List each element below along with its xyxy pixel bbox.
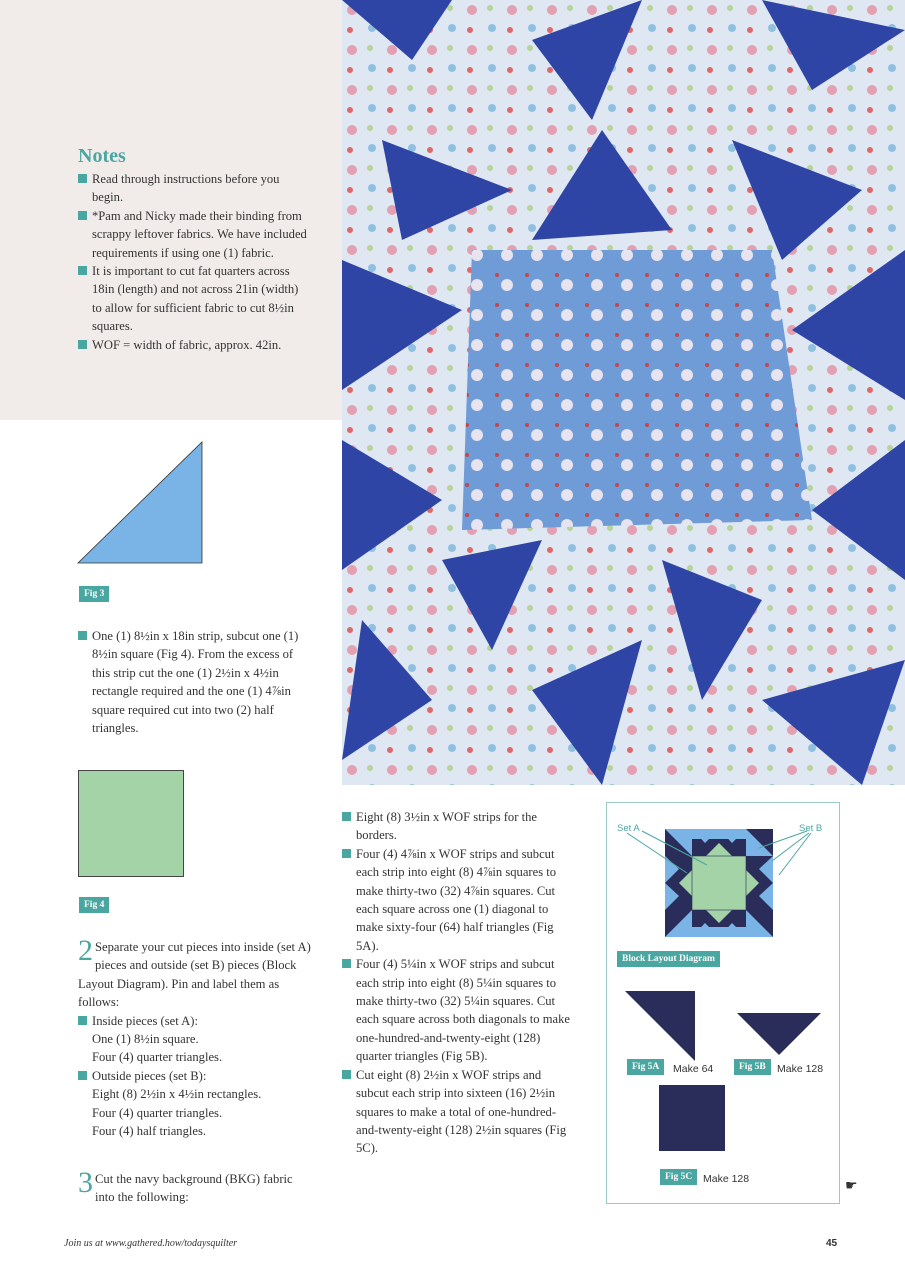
- strip-list: [78, 627, 308, 737]
- notes-panel: [0, 0, 342, 420]
- list-item: Four (4) half triangles.: [92, 1124, 207, 1139]
- note-item: WOF = width of fabric, approx. 42in.: [78, 336, 308, 354]
- fig5c-square: [659, 1085, 725, 1151]
- footer-link[interactable]: Join us at www.gathered.how/todaysquilter: [64, 1238, 238, 1249]
- list-item: Inside pieces (set A):: [78, 1012, 313, 1030]
- notes-list: [78, 170, 308, 354]
- step2-list: [78, 1012, 313, 1141]
- step-text: Separate your cut pieces into inside (set A) pieces and outside (set B) pieces (Block Layout Diagram). Pin and label them as follows:: [78, 940, 311, 1010]
- list-item: Four (4) quarter triangles.: [92, 1050, 223, 1065]
- note-item: It is important to cut fat quarters across 18in (length) and not across 21in (width) to allow for sufficient fabric to cut 8½in squares.: [78, 262, 308, 336]
- list-item: Four (4) 4⅞in x WOF strips and subcut each strip into eight (8) 4⅞in squares to make thirty-two (32) 4⅞in squares. Cut each square across one (1) diagonal to make sixty-four (64) half triangles (Fig 5A).: [342, 845, 572, 955]
- list-item: Eight (8) 2½in x 4½in rectangles.: [92, 1087, 262, 1102]
- note-item: *Pam and Nicky made their binding from scrappy leftover fabrics. We have included requirements if using one (1) fabric.: [78, 207, 308, 262]
- set-arrows: [607, 803, 839, 903]
- set-a-label: Set A: [617, 823, 640, 834]
- fig5c-make: Make 128: [703, 1173, 750, 1185]
- list-item: Eight (8) 3½in x WOF strips for the borders.: [342, 808, 572, 845]
- continue-arrow-icon: ☛: [845, 1179, 858, 1194]
- step-number: 2: [78, 934, 93, 967]
- strip-item: One (1) 8½in x 18in strip, subcut one (1) 8½in square (Fig 4). From the excess of this strip cut the one (1) 2½in x 4½in rectangle required and the one (1) 4⅞in square required cut into two (2) half triangles.: [78, 627, 308, 737]
- set-b-label: Set B: [799, 823, 823, 834]
- fig5c-label: Fig 5C: [660, 1169, 697, 1185]
- quilt-photo: [342, 0, 905, 785]
- fig5a-label: Fig 5A: [627, 1059, 664, 1075]
- cutting-list: [342, 808, 572, 1158]
- diagram-box: [606, 802, 840, 1204]
- note-item: Read through instructions before you begin.: [78, 170, 308, 207]
- list-item: Outside pieces (set B):: [78, 1067, 313, 1085]
- step-2: [78, 934, 313, 1140]
- fig5a-half-triangle: [625, 991, 697, 1061]
- step-number: 3: [78, 1166, 93, 1199]
- step-3: [78, 1166, 313, 1207]
- fig3-label: Fig 3: [79, 586, 109, 602]
- fig4-square: [78, 770, 184, 877]
- list-item: Cut eight (8) 2½in x WOF strips and subcut each strip into sixteen (16) 2½in squares to make a total of one-hundred-and-twenty-eight (128) 2½in squares (Fig 5C).: [342, 1066, 572, 1158]
- fig5a-make: Make 64: [673, 1063, 714, 1075]
- fig3-half-triangle: [75, 440, 205, 565]
- list-item: One (1) 8½in square.: [92, 1032, 199, 1047]
- step-text: Cut the navy background (BKG) fabric into the following:: [95, 1172, 293, 1205]
- fig5b-label: Fig 5B: [734, 1059, 771, 1075]
- fig5b-quarter-triangle: [737, 1013, 822, 1056]
- page-number: 45: [826, 1238, 838, 1249]
- fig5b-make: Make 128: [777, 1063, 824, 1075]
- list-item: Four (4) 5¼in x WOF strips and subcut each strip into eight (8) 5¼in squares to make thirty-two (32) 5¼in squares. Cut each square across both diagonals to make one-hundred-and-twenty-eight (128) quarter triangles (Fig 5B).: [342, 955, 572, 1065]
- block-layout-label: Block Layout Diagram: [617, 951, 720, 967]
- list-item: Four (4) quarter triangles.: [92, 1105, 223, 1120]
- fig4-label: Fig 4: [79, 897, 109, 913]
- notes-title: Notes: [78, 145, 126, 167]
